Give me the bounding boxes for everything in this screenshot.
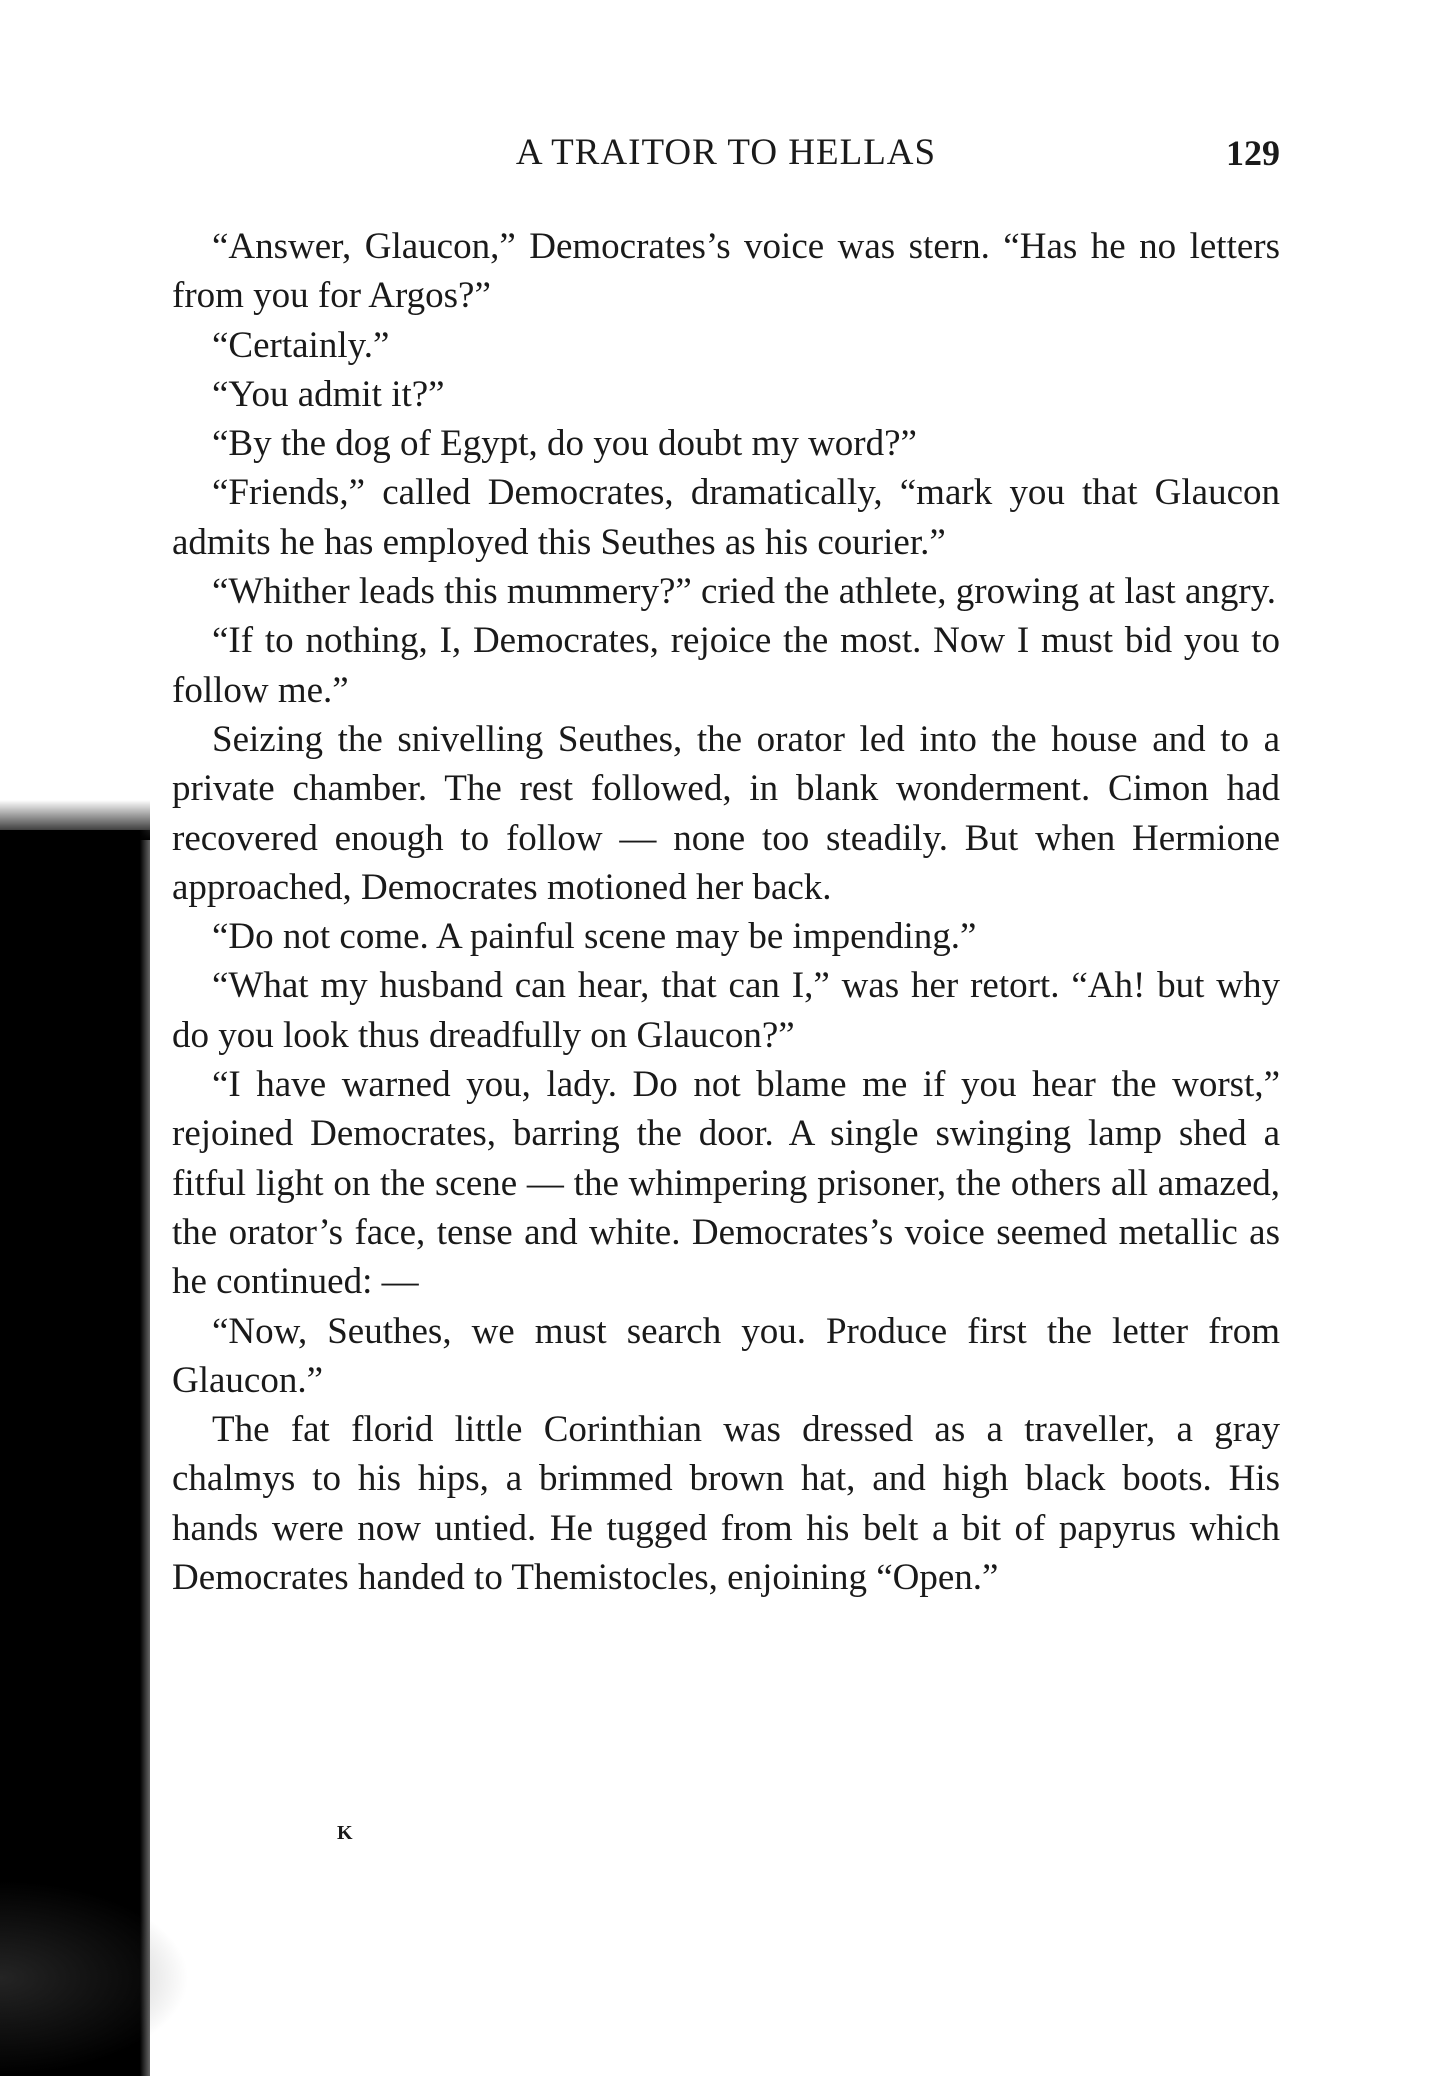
running-title: A TRAITOR TO HELLAS xyxy=(515,132,937,173)
paragraph: “Certainly.” xyxy=(212,324,390,366)
paragraph: The fat florid little Corinthian was dressed as a traveller, a gray chalmys to his hips, a brimmed brown hat, and high black boots. His hands were now untied. He tugged from his belt a bit of papyrus which Democrates handed to Themistocles, enjoining “Open.” xyxy=(172,1409,1280,1599)
paragraph: “Do not come. A painful scene may be impending.” xyxy=(212,916,977,958)
paragraph: “If to nothing, I, Democrates, rejoice the most. Now I must bid you to follow me.” xyxy=(172,620,1280,711)
page-header xyxy=(172,128,1280,178)
paragraph: Seizing the snivelling Seuthes, the orator led into the house and to a private chamber. The rest followed, in blank wonderment. Cimon had recovered enough to follow — none too steadily. But when Hermione approached, Democrates motioned her back. xyxy=(172,718,1280,908)
paragraph: “I have warned you, lady. Do not blame me if you hear the worst,” rejoined Democrates, barring the door. A single swinging lamp shed a fitful light on the scene — the whimpering prisoner, the others all amazed, the orator’s face, tense and white. Democrates’s voice seemed metallic as he continued: — xyxy=(172,1064,1280,1303)
paragraph: “Answer, Glaucon,” Democrates’s voice was stern. “Has he no letters from you for Argos?” xyxy=(172,226,1280,317)
body-text xyxy=(172,222,1280,1602)
paragraph: “Now, Seuthes, we must search you. Produce first the letter from Glaucon.” xyxy=(172,1310,1280,1401)
paragraph: “What my husband can hear, that can I,” was her retort. “Ah! but why do you look thus dreadfully on Glaucon?” xyxy=(172,965,1280,1056)
paragraph: “You admit it?” xyxy=(212,373,445,415)
binding-shadow-bottom xyxy=(0,1880,190,2076)
paragraph: “Friends,” called Democrates, dramatically, “mark you that Glaucon admits he has employed this Seuthes as his courier.” xyxy=(172,472,1280,563)
paragraph: “By the dog of Egypt, do you doubt my word?” xyxy=(212,423,917,465)
paragraph: “Whither leads this mummery?” cried the athlete, growing at last angry. xyxy=(212,571,1277,613)
signature-mark: K xyxy=(337,1822,354,1844)
page-number: 129 xyxy=(1226,133,1280,173)
